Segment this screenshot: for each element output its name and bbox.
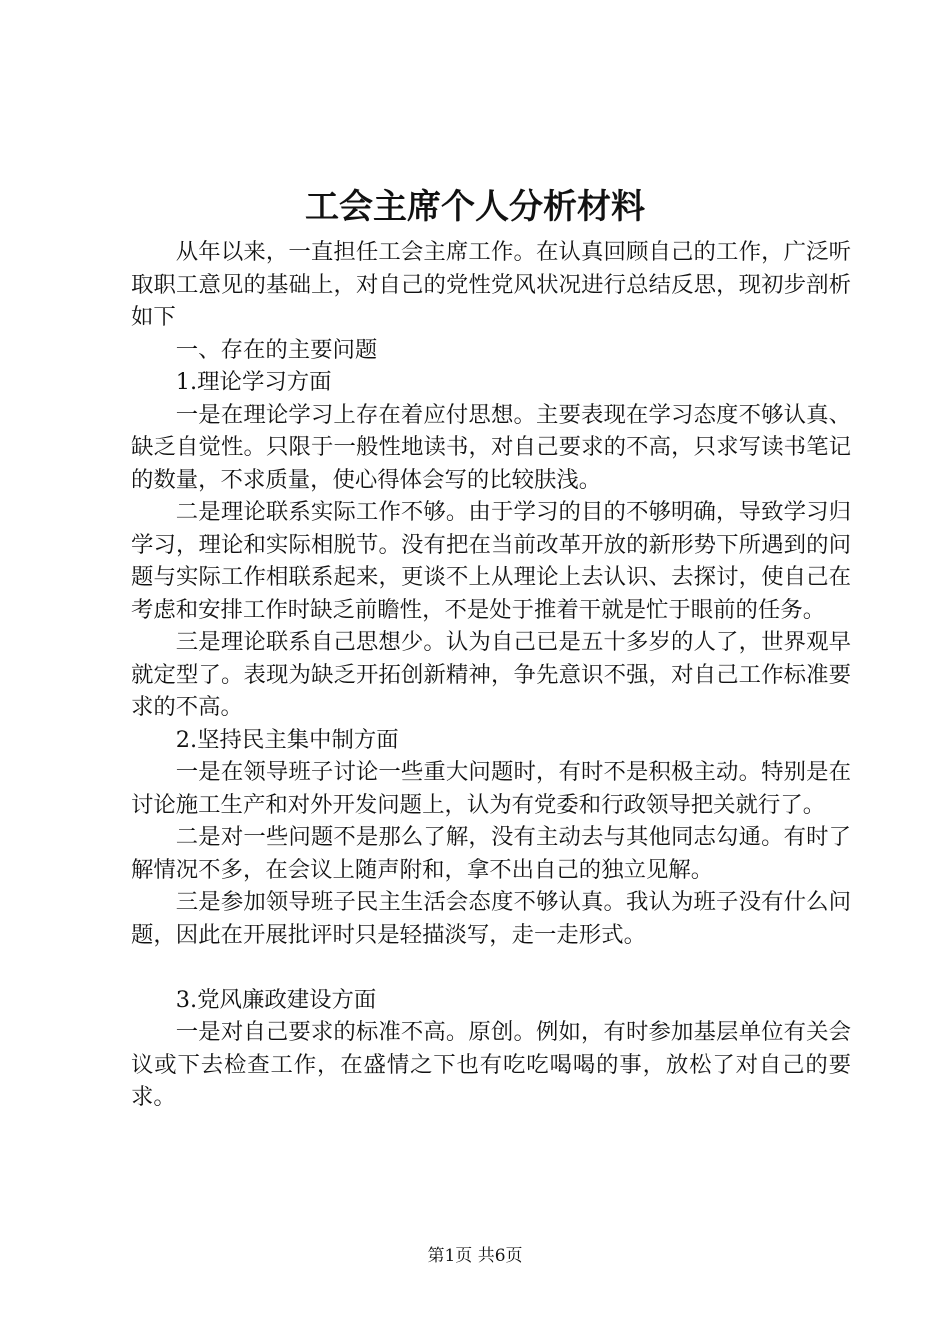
paragraph-democracy-3: 三是参加领导班子民主生活会态度不够认真。我认为班子没有什么问题，因此在开展批评时只是轻描淡写，走一走形式。	[131, 889, 851, 948]
subsection-heading-integrity: 3.党风廉政建设方面	[175, 986, 377, 1013]
document-body	[131, 236, 851, 1114]
paragraph-democracy-1: 一是在领导班子讨论一些重大问题时，有时不是积极主动。特别是在讨论施工生产和对外开发问题上，认为有党委和行政领导把关就行了。	[131, 759, 851, 818]
paragraph-integrity-1: 一是对自己要求的标准不高。原创。例如，有时参加基层单位有关会议或下去检查工作，在盛情之下也有吃吃喝喝的事，放松了对自己的要求。	[131, 1019, 851, 1110]
blank-line	[131, 951, 851, 984]
paragraph-intro: 从年以来，一直担任工会主席工作。在认真回顾自己的工作，广泛听取职工意见的基础上，对自己的党性党风状况进行总结反思，现初步剖析如下	[131, 239, 851, 330]
page-footer: 第1页 共6页	[427, 1246, 523, 1266]
section-heading-problems: 一、存在的主要问题	[175, 336, 378, 363]
paragraph-theory-2: 二是理论联系实际工作不够。由于学习的目的不够明确，导致学习归学习，理论和实际相脱节。没有把在当前改革开放的新形势下所遇到的问题与实际工作相联系起来，更谈不上从理论上去认识、去探讨，使自己在考虑和安排工作时缺乏前瞻性，不是处于推着干就是忙于眼前的任务。	[131, 499, 851, 623]
subsection-heading-democracy: 2.坚持民主集中制方面	[175, 726, 399, 753]
paragraph-theory-3: 三是理论联系自己思想少。认为自己已是五十多岁的人了，世界观早就定型了。表现为缺乏开拓创新精神，争先意识不强，对自己工作标准要求的不高。	[131, 629, 851, 720]
paragraph-theory-1: 一是在理论学习上存在着应付思想。主要表现在学习态度不够认真、缺乏自觉性。只限于一般性地读书，对自己要求的不高，只求写读书笔记的数量，不求质量，使心得体会写的比较肤浅。	[131, 401, 851, 493]
subsection-heading-theory: 1.理论学习方面	[175, 369, 332, 395]
paragraph-democracy-2: 二是对一些问题不是那么了解，没有主动去与其他同志勾通。有时了解情况不多，在会议上随声附和，拿不出自己的独立见解。	[131, 824, 851, 883]
document-title: 工会主席个人分析材料	[305, 187, 645, 227]
